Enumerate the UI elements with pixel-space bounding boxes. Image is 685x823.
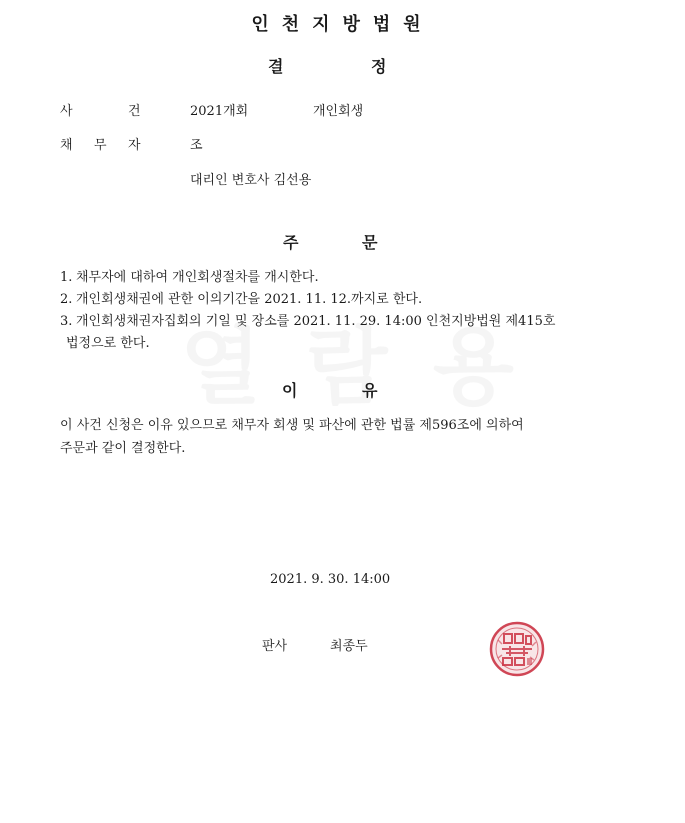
court-name: 인천지방법원 <box>251 14 434 35</box>
reason-line-1: 이 사건 신청은 이유 있으므로 채무자 회생 및 파산에 관한 법률 제596조에 의하여 <box>60 418 524 433</box>
order-text: 개인회생채권자집회의 기일 및 장소를 2021. 11. 29. 14:00 인천지방법원 제415호 <box>76 314 556 329</box>
judge-label: 판사 <box>262 639 288 654</box>
agent: 대리인 변호사 김선용 <box>190 173 312 188</box>
court-seal-stamp-icon <box>488 620 546 678</box>
case-number: 2021개회 <box>190 104 249 119</box>
debtor-label-2: 무 <box>94 138 107 153</box>
order-heading-left: 주 <box>283 233 299 252</box>
order-item <box>60 267 605 289</box>
order-item-continuation: 법정으로 한다. <box>66 336 150 351</box>
reason-line-2: 주문과 같이 결정한다. <box>60 441 186 456</box>
order-number: 2. <box>60 292 73 307</box>
decision-date: 2021. 9. 30. 14:00 <box>270 572 391 587</box>
case-type: 개인회생 <box>313 104 364 119</box>
case-label-1: 사 <box>60 104 73 119</box>
reason-heading-right: 유 <box>362 381 378 400</box>
debtor-label-3: 자 <box>128 138 141 153</box>
order-heading-right: 문 <box>362 233 378 252</box>
title-right: 정 <box>371 57 387 76</box>
debtor-name: 조 <box>190 138 203 153</box>
order-number: 1. <box>60 270 73 285</box>
order-text: 개인회생채권에 관한 이의기간을 2021. 11. 12.까지로 한다. <box>76 292 423 307</box>
debtor-label-1: 채 <box>60 138 73 153</box>
order-item <box>60 311 605 333</box>
order-text: 채무자에 대하여 개인회생절차를 개시한다. <box>76 270 319 285</box>
order-number: 3. <box>60 314 73 329</box>
reason-heading-left: 이 <box>282 381 298 400</box>
judge-name: 최종두 <box>330 639 368 654</box>
case-label-2: 건 <box>128 104 141 119</box>
order-item <box>60 289 605 311</box>
title-left: 결 <box>268 57 284 76</box>
